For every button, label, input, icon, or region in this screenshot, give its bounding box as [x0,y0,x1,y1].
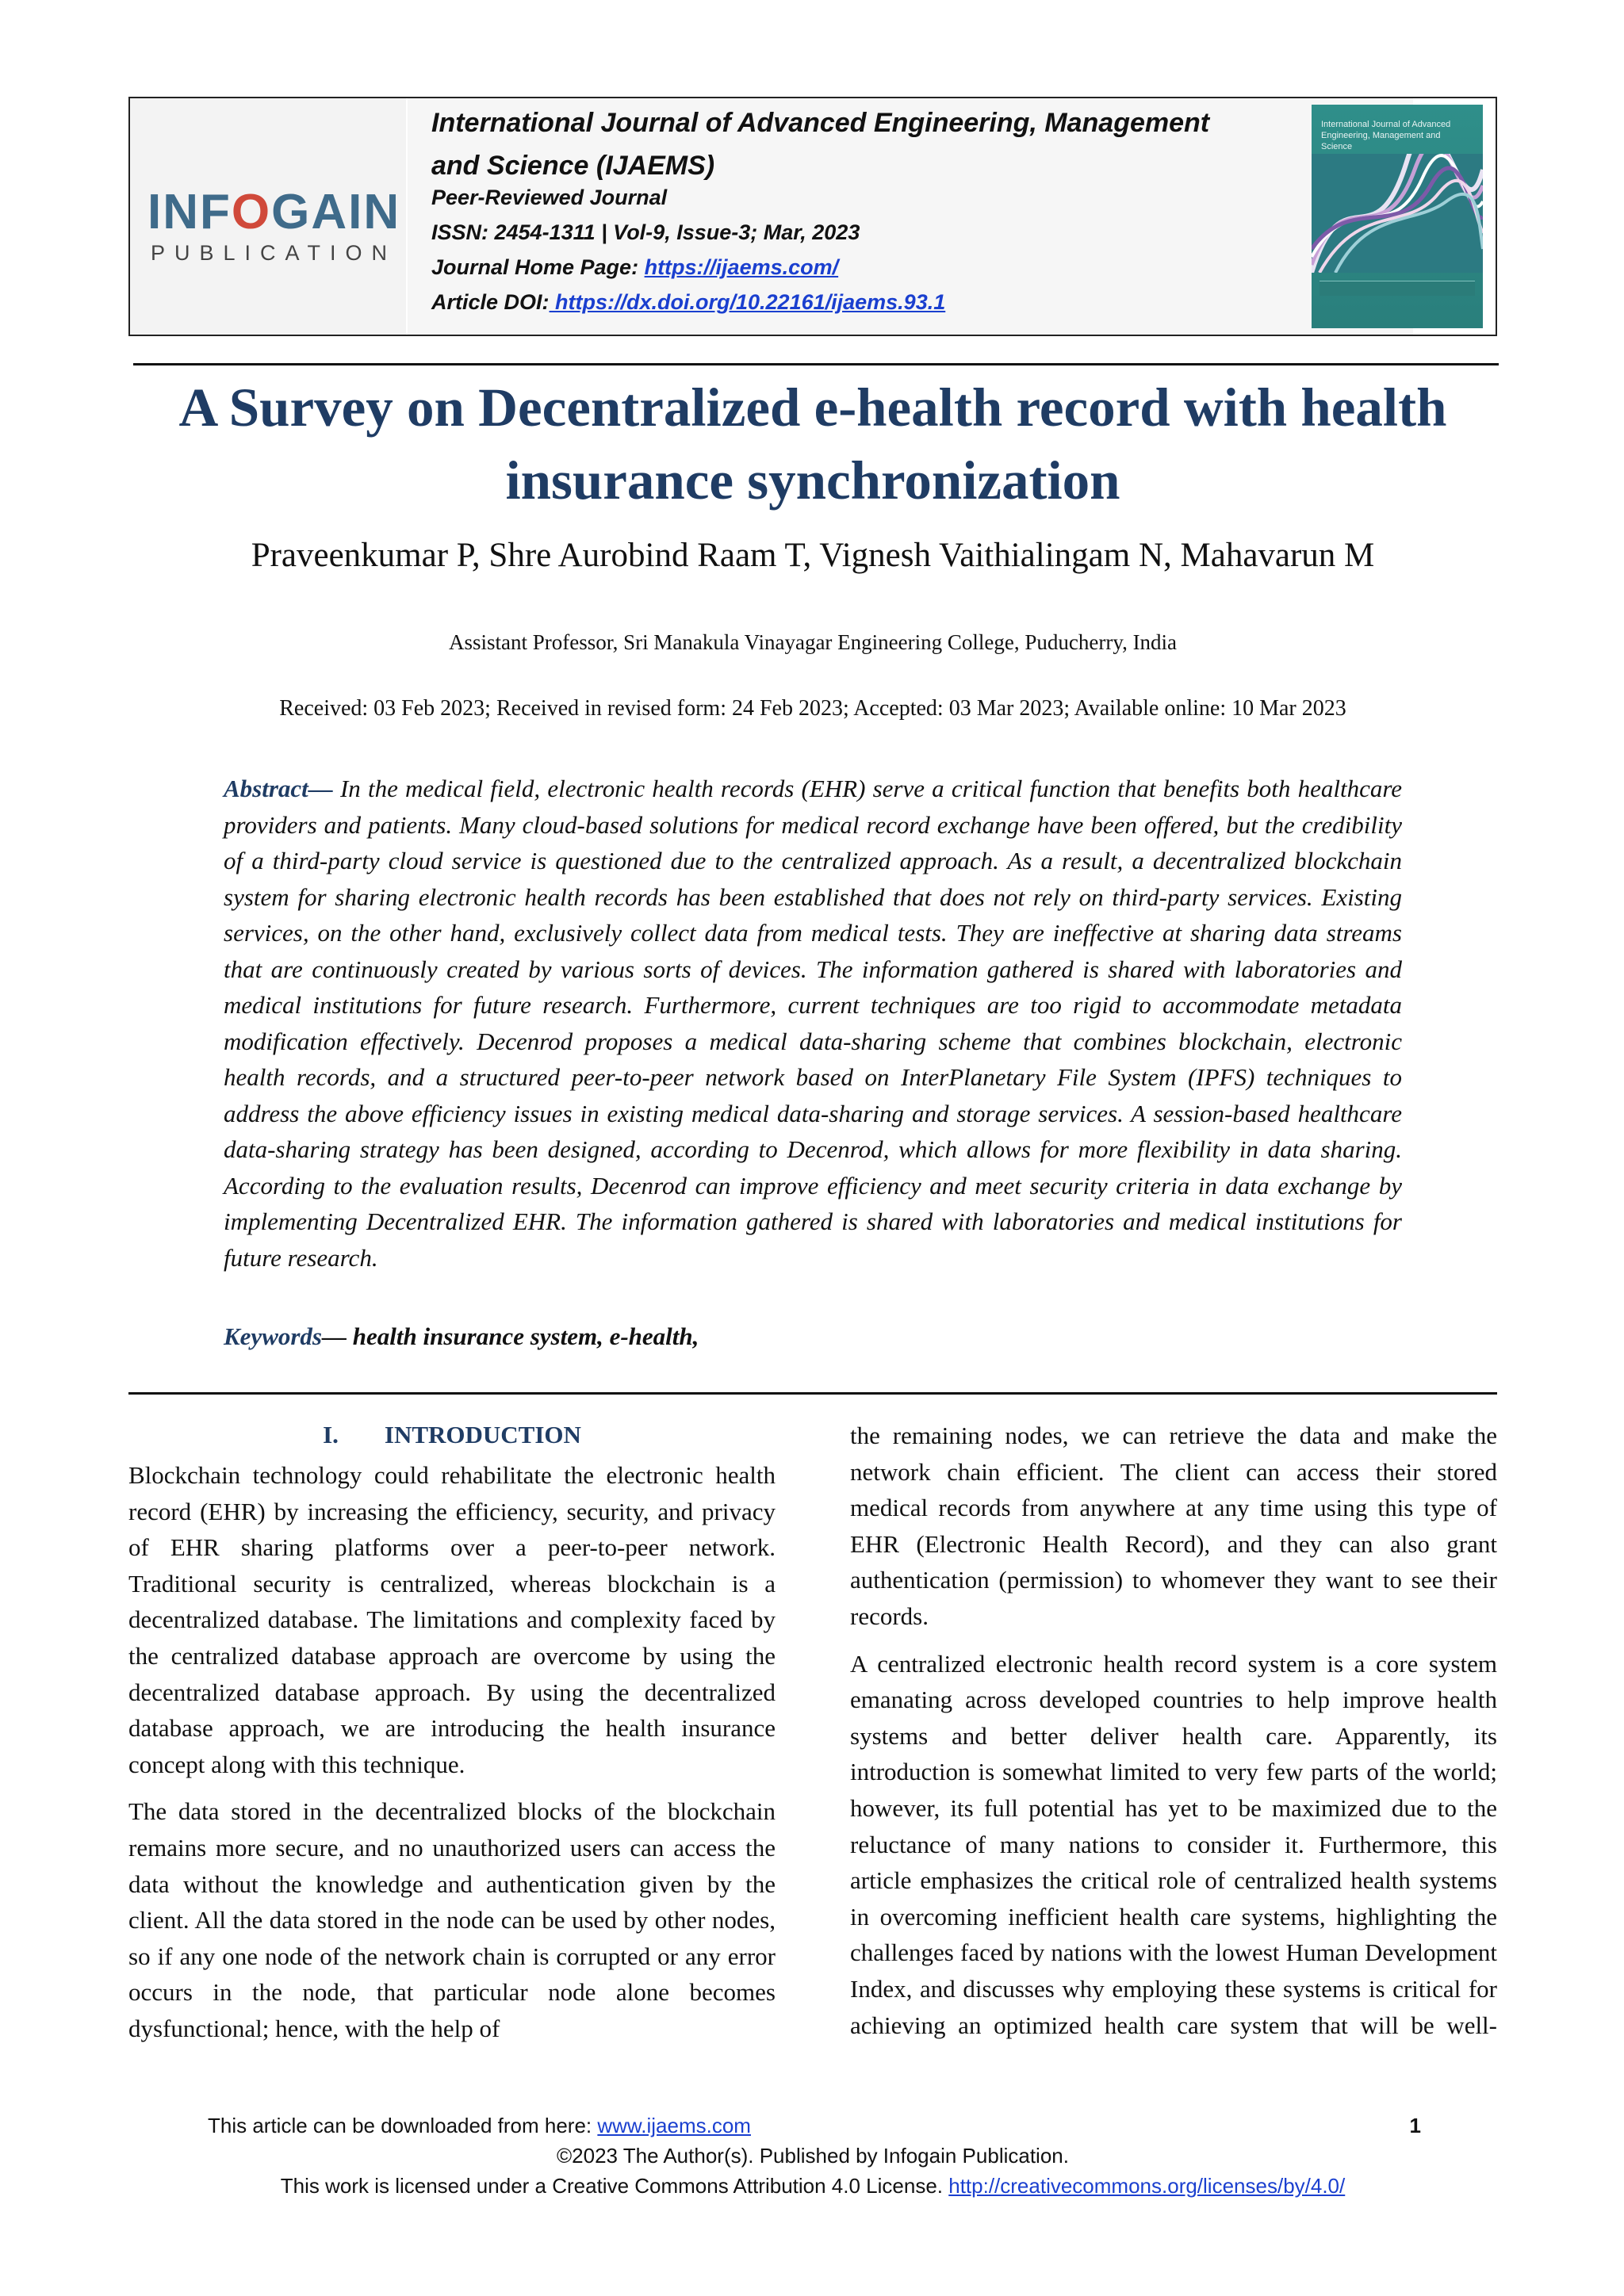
paragraph: A centralized electronic health record system is a core system emanating across developed countries to help improve health systems and better deliver health care. Apparently, its introduction is somewhat limited to very few parts of the world; however, its full potential has yet to be maximized due to the reluctance of many nations to consider it. Furthermore, this article emphasizes the critical role of centralized health systems in overcoming inefficient health care systems, highlighting the challenges faced by nations with the lowest Human Development Index, and discusses why employing these systems is critical for achieving an optimized health care system that will be well- [850,1649,1497,2039]
right-column [850,1418,1497,2054]
journal-home-link[interactable]: https://ijaems.com/ [644,255,839,279]
keywords-text: — health insurance system, e-health, [322,1322,699,1350]
paper-title: A Survey on Decentralized e-health record with health insurance synchronization [178,377,1447,511]
footer-license-line: This work is licensed under a Creative Commons Attribution 4.0 License. http://creativecommons.org/licenses/by/4.0/ [280,2174,1346,2198]
paragraph: the remaining nodes, we can retrieve the data and make the network chain efficient. The client can access their stored medical records from anywhere at any time using this type of EHR (Electronic Health Record), and they can also grant authentication (permission) to whomever they want to see their records. [850,1422,1497,1630]
article-doi-link[interactable]: https://dx.doi.org/10.22161/ijaems.93.1 [549,290,946,314]
abstract-label: Abstract [224,775,308,802]
logo-globe-icon: O [231,185,272,239]
paragraph: Blockchain technology could rehabilitate the electronic health record (EHR) by increasing the efficiency, security, and privacy of EHR sharing platforms over a peer-to-peer network. Traditional security is centralized, whereas blockchain is a decentralized database. The limitations and complexity faced by the centralized database approach are overcome by using the decentralized database approach. By using the decentralized database approach, we are introducing the health insurance concept along with this technique. [128,1461,776,1778]
cover-art-waves [1312,154,1483,273]
journal-info [408,98,1413,335]
footer-copyright: ©2023 The Author(s). Published by Infogain Publication. [557,2144,1069,2168]
paragraph: The data stored in the decentralized blocks of the blockchain remains more secure, and no unauthorized users can access the data without the knowledge and authentication given by the client. All the data stored in the node can be used by other nodes, so if any one node of the network chain is corrupted or any error occurs in the node, that particular node alone becomes dysfunctional; hence, with the help of [128,1797,776,2042]
article-doi-line: Article DOI: https://dx.doi.org/10.22161/ijaems.93.1 [431,290,946,314]
ijaems-link[interactable]: www.ijaems.com [597,2114,751,2137]
keywords [224,1322,1402,1351]
author-affiliation: Assistant Professor, Sri Manakula Vinayagar Engineering College, Puducherry, India [448,630,1178,654]
cover-footer-band [1320,281,1475,296]
logo-subtitle: PUBLICATION [151,241,397,265]
page-number: 1 [1409,2114,1421,2137]
footer-download-line: This article can be downloaded from here: www.ijaems.com 1 [208,2114,1421,2137]
keywords-label: Keywords [224,1322,322,1350]
journal-cover-image [1312,105,1483,328]
journal-home-line: Journal Home Page: https://ijaems.com/ [431,255,839,279]
issn-line: ISSN: 2454-1311 | Vol-9, Issue-3; Mar, 2023 [431,220,860,244]
abstract-divider [128,1392,1497,1395]
publication-dates: Received: 03 Feb 2023; Received in revised form: 24 Feb 2023; Accepted: 03 Mar 2023; Available online: 10 Mar 2023 [279,696,1346,721]
section-heading: I. INTRODUCTION [323,1421,581,1448]
journal-header [128,97,1497,336]
paper-authors: Praveenkumar P, Shre Aurobind Raam T, Vignesh Vaithialingam N, Mahavarun M [251,537,1375,574]
license-link[interactable]: http://creativecommons.org/licenses/by/4.0/ [948,2174,1346,2198]
abstract-text: In the medical field, electronic health records (EHR) serve a critical function that benefits both healthcare providers and patients. Many cloud-based solutions for medical record exchange have been offered, but the credibility of a third-party cloud service is questioned due to the centralized approach. As a result, a decentralized blockchain system for sharing electronic health records has been established that does not rely on third-party services. Existing services, on the other hand, exclusively collect data from medical tests. They are ineffective at sharing data streams that are continuously created by various sorts of devices. The information gathered is shared with laboratories and medical institutions for future research. Furthermore, current techniques are too rigid to accommodate metadata modification effectively. Decenrod proposes a medical data-sharing scheme that combines blockchain, electronic health records, and a structured peer-to-peer network based on InterPlanetary File System (IPFS) techniques to address the above efficiency issues in existing medical data-sharing and storage services. A session-based healthcare data-sharing strategy has been designed, according to Decenrod, which allows for more flexibility in data sharing. According to the evaluation results, Decenrod can improve efficiency and meet security criteria in data exchange by implementing Decentralized EHR. The information gathered is shared with laboratories and medical institutions for future research. [224,775,1402,1272]
peer-reviewed-label: Peer-Reviewed Journal [431,186,668,209]
cover-title: International Journal of Advanced Engineering, Management and Science [1321,120,1451,151]
abstract: Abstract— In the medical field, electronic health records (EHR) serve a critical function that benefits both healthcare providers and patients. Many cloud-based solutions for medical record exchange have been offered, but the credibility of a third-party cloud service is questioned due to the centralized approach. As a result, a decentralized blockchain system for sharing electronic health records has been established that does not rely on third-party services. Existing services, on the other hand, exclusively collect data from medical tests. They are ineffective at sharing data streams that are continuously created by various sorts of devices. The information gathered is shared with laboratories and medical institutions for future research. Furthermore, current techniques are too rigid to accommodate metadata modification effectively. Decenrod proposes a medical data-sharing scheme that combines blockchain, electronic health records, and a structured peer-to-peer network based on InterPlanetary File System (IPFS) techniques to address the above efficiency issues in existing medical data-sharing and storage services. A session-based healthcare data-sharing strategy has been designed, according to Decenrod, which allows for more flexibility in data sharing. According to the evaluation results, Decenrod can improve efficiency and meet security criteria in data exchange by implementing Decentralized EHR. The information gathered is shared with laboratories and medical institutions for future research. [224,775,1402,1272]
journal-title: International Journal of Advanced Engineering, Management and Science (IJAEMS) [431,108,1210,181]
header-divider [133,363,1499,365]
logo-wordmark: INFOGAIN [147,185,401,239]
left-column [128,1418,776,2058]
publisher-logo [130,98,406,335]
